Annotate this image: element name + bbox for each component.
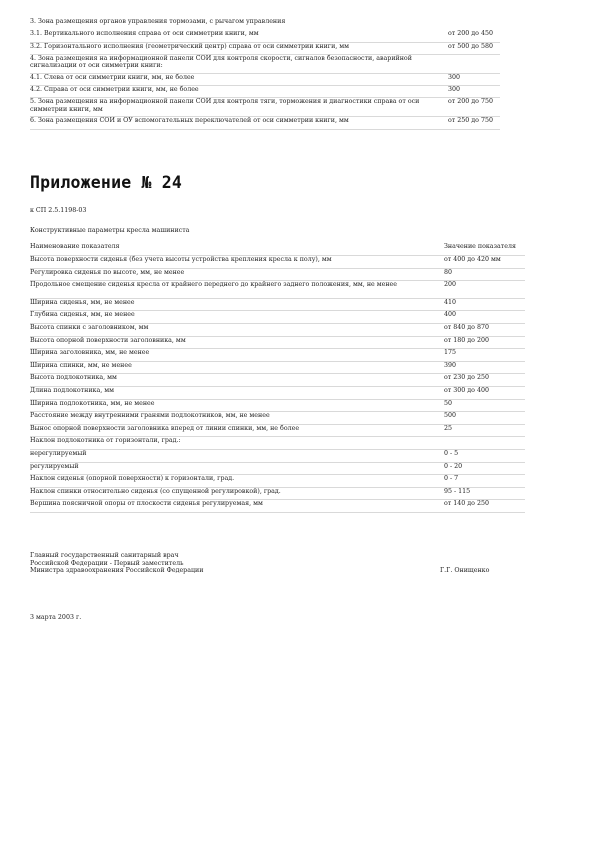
row-label: Ширина заголовника, мм, не менее [30,349,444,362]
row-label: 3.2. Горизонтального исполнения (геометрический центр) справа от оси симметрии книги, мм [30,42,448,54]
row-value: 25 [444,424,525,437]
table-row [30,500,525,513]
table-row [30,117,500,129]
row-label: Регулировка сиденья по высоте, мм, не менее [30,268,444,281]
row-label: Наклон подлокотника от горизонтали, град.: [30,437,444,450]
table-row [30,374,525,387]
table-row [30,462,525,475]
row-label: регулируемый [30,462,444,475]
signature-block [30,552,510,575]
row-value: от 200 до 450 [448,30,500,42]
row-label: Продольное смещение сиденья кресла от крайнего переднего до крайнего заднего положения, мм, не менее [30,281,444,299]
table-row [30,256,525,269]
row-value: от 180 до 200 [444,336,525,349]
row-value: от 200 до 750 [448,98,500,117]
table-row [30,349,525,362]
row-label: нерегулируемый [30,449,444,462]
row-label: 4.1. Слева от оси симметрии книги, мм, не более [30,74,448,86]
row-value: 50 [444,399,525,412]
table-row [30,361,525,374]
row-value: 300 [448,74,500,86]
row-label: Вершина поясничной опоры от плоскости сиденья регулируемая, мм [30,500,444,513]
column-header-value: Значение показателя [444,243,525,256]
row-label: 4. Зона размещения на информационной панели СОИ для контроля скорости, сигналов безопасности, аварийной сигнализации от оси симметрии книги: [30,55,448,74]
row-value [448,55,500,74]
signatory-title-line-2: Российской Федерации - Первый заместитель [30,559,184,567]
table-row [30,98,500,117]
table-row [30,487,525,500]
signatory-title-line-3: Министра здравоохранения Российской Федерации [30,567,204,575]
table-row [30,74,500,86]
row-value: от 500 до 580 [448,42,500,54]
table-row [30,30,500,42]
signatory-title-line-1: Главный государственный санитарный врач [30,552,179,559]
table-row [30,386,525,399]
table-row [30,449,525,462]
row-label: 5. Зона размещения на информационной панели СОИ для контроля тяги, торможения и диагностики справа от оси симметрии книги, мм [30,98,448,117]
table-caption: Конструктивные параметры кресла машиниста [30,227,190,234]
row-value: от 300 до 400 [444,386,525,399]
row-value: от 250 до 750 [448,117,500,129]
appendix-title: Приложение № 24 [30,173,183,192]
row-value: 300 [448,86,500,98]
document-date: 3 марта 2003 г. [30,614,82,621]
row-value: 95 - 115 [444,487,525,500]
row-value: 80 [444,268,525,281]
row-label: 3. Зона размещения органов управления тормозами, с рычагом управления [30,18,286,25]
row-label: Высота спинки с заголовником, мм [30,323,444,336]
seat-parameters-table [30,243,525,513]
row-value: 400 [444,311,525,324]
table-row [30,399,525,412]
row-label: Вынос опорной поверхности заголовника вперед от линии спинки, мм, не более [30,424,444,437]
table-row [30,437,525,450]
row-label: Глубина сиденья, мм, не менее [30,311,444,324]
row-value: 390 [444,361,525,374]
row-label: 4.2. Справа от оси симметрии книги, мм, не более [30,86,448,98]
zones-table [30,18,500,130]
row-label: Расстояние между внутренними гранями подлокотников, мм, не менее [30,412,444,425]
row-label: Высота опорной поверхности заголовника, мм [30,336,444,349]
row-value [448,18,500,30]
row-value: от 140 до 250 [444,500,525,513]
row-label: 6. Зона размещения СОИ и ОУ вспомогательных переключателей от оси симметрии книги, мм [30,117,448,129]
table-row [30,424,525,437]
row-value: 0 - 5 [444,449,525,462]
table-row [30,281,525,299]
row-value: 500 [444,412,525,425]
table-row [30,55,500,74]
row-label: Ширина спинки, мм, не менее [30,361,444,374]
row-value [444,437,525,450]
table-row [30,412,525,425]
row-label: Высота поверхности сиденья (без учета высоты устройства крепления кресла к полу), мм [30,256,444,269]
row-value: 0 - 20 [444,462,525,475]
row-label: 3.1. Вертикального исполнения справа от оси симметрии книги, мм [30,30,448,42]
row-value: от 840 до 870 [444,323,525,336]
table-row [30,298,525,311]
row-label: Высота подлокотника, мм [30,374,444,387]
table-row [30,475,525,488]
appendix-reference: к СП 2.5.1198-03 [30,207,87,214]
row-value: 175 [444,349,525,362]
row-label: Длина подлокотника, мм [30,386,444,399]
row-value: от 400 до 420 мм [444,256,525,269]
table-row [30,336,525,349]
row-value: от 230 до 250 [444,374,525,387]
row-value: 0 - 7 [444,475,525,488]
column-header-name: Наименование показателя [30,243,444,256]
table-row [30,268,525,281]
table-header-row [30,243,525,256]
row-value: 410 [444,298,525,311]
row-label: Ширина сиденья, мм, не менее [30,298,444,311]
row-label: Наклон спинки относительно сиденья (со спущенной регулировкой), град. [30,487,444,500]
signatory-name: Г.Г. Онищенко [440,567,490,575]
table-row [30,42,500,54]
row-value: 200 [444,281,525,299]
table-row [30,323,525,336]
row-label: Наклон сиденья (опорной поверхности) к горизонтали, град. [30,475,444,488]
table-row [30,86,500,98]
table-row [30,18,500,30]
row-label: Ширина подлокотника, мм, не менее [30,399,444,412]
table-row [30,311,525,324]
